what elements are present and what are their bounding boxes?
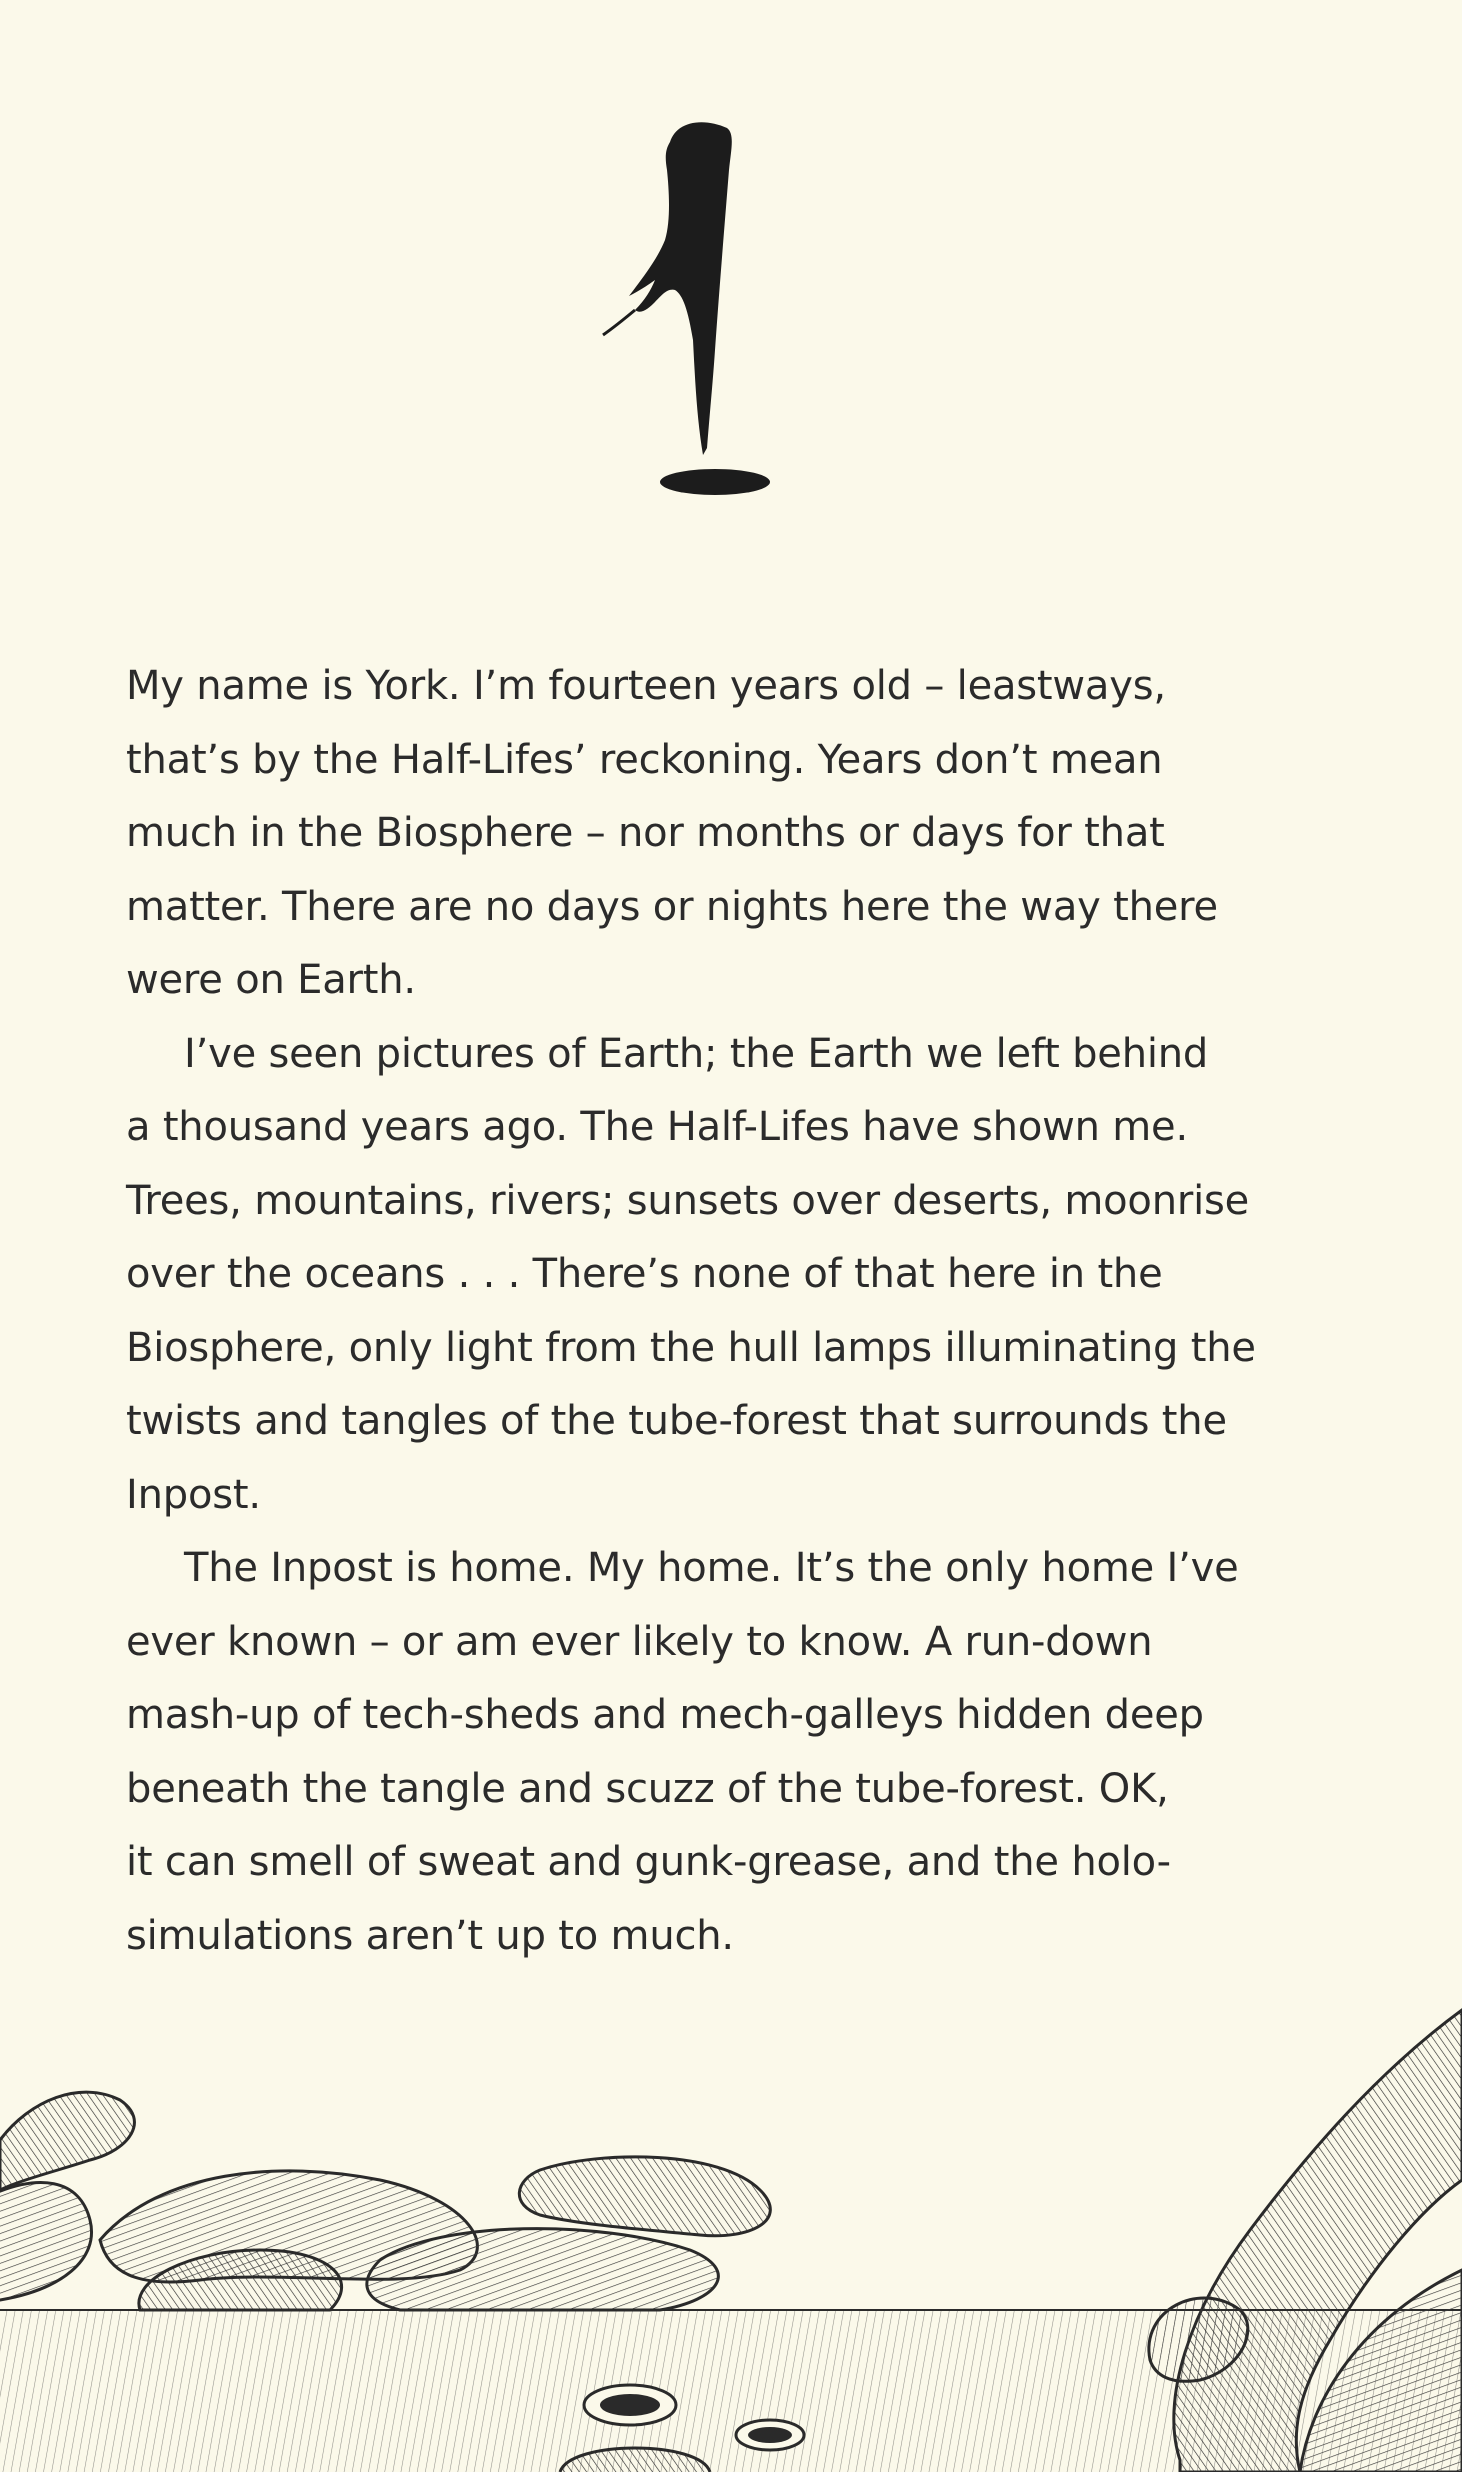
tube-forest-illustration-icon — [0, 1980, 1462, 2472]
text-line: it can smell of sweat and gunk-grease, and the holo- — [126, 1839, 1171, 1885]
text-line: I’ve seen pictures of Earth; the Earth we left behind — [184, 1030, 1209, 1077]
paragraph-2 — [126, 1018, 1306, 1533]
text-line: were on Earth. — [126, 957, 416, 1003]
text-line: a thousand years ago. The Half-Lifes have shown me. — [126, 1104, 1188, 1150]
text-line: that’s by the Half-Lifes’ reckoning. Years don’t mean — [126, 736, 1163, 783]
text-line: over the oceans . . . There’s none of that here in the — [126, 1251, 1163, 1297]
text-line: Inpost. — [126, 1471, 261, 1518]
text-line: My name is York. I’m fourteen years old – leastways, — [126, 663, 1166, 709]
text-line: beneath the tangle and scuzz of the tube-forest. OK, — [126, 1765, 1169, 1812]
text-line: ever known – or am ever likely to know. A run-down — [126, 1618, 1153, 1665]
paragraph-1 — [126, 650, 1306, 1018]
chapter-body-text — [126, 650, 1306, 1973]
text-line: mash-up of tech-sheds and mech-galleys hidden deep — [126, 1692, 1204, 1738]
text-line: matter. There are no days or nights here the way there — [126, 883, 1218, 930]
text-line: simulations aren’t up to much. — [126, 1912, 734, 1959]
chapter-number-ink-one-icon — [585, 110, 785, 510]
text-line: Trees, mountains, rivers; sunsets over deserts, moonrise — [126, 1177, 1250, 1224]
text-line: Biosphere, only light from the hull lamps illuminating the — [126, 1324, 1256, 1371]
text-line: twists and tangles of the tube-forest that surrounds the — [126, 1398, 1227, 1444]
text-line: much in the Biosphere – nor months or days for that — [126, 810, 1165, 856]
text-line: The Inpost is home. My home. It’s the only home I’ve — [184, 1545, 1239, 1591]
paragraph-3 — [126, 1532, 1306, 1973]
